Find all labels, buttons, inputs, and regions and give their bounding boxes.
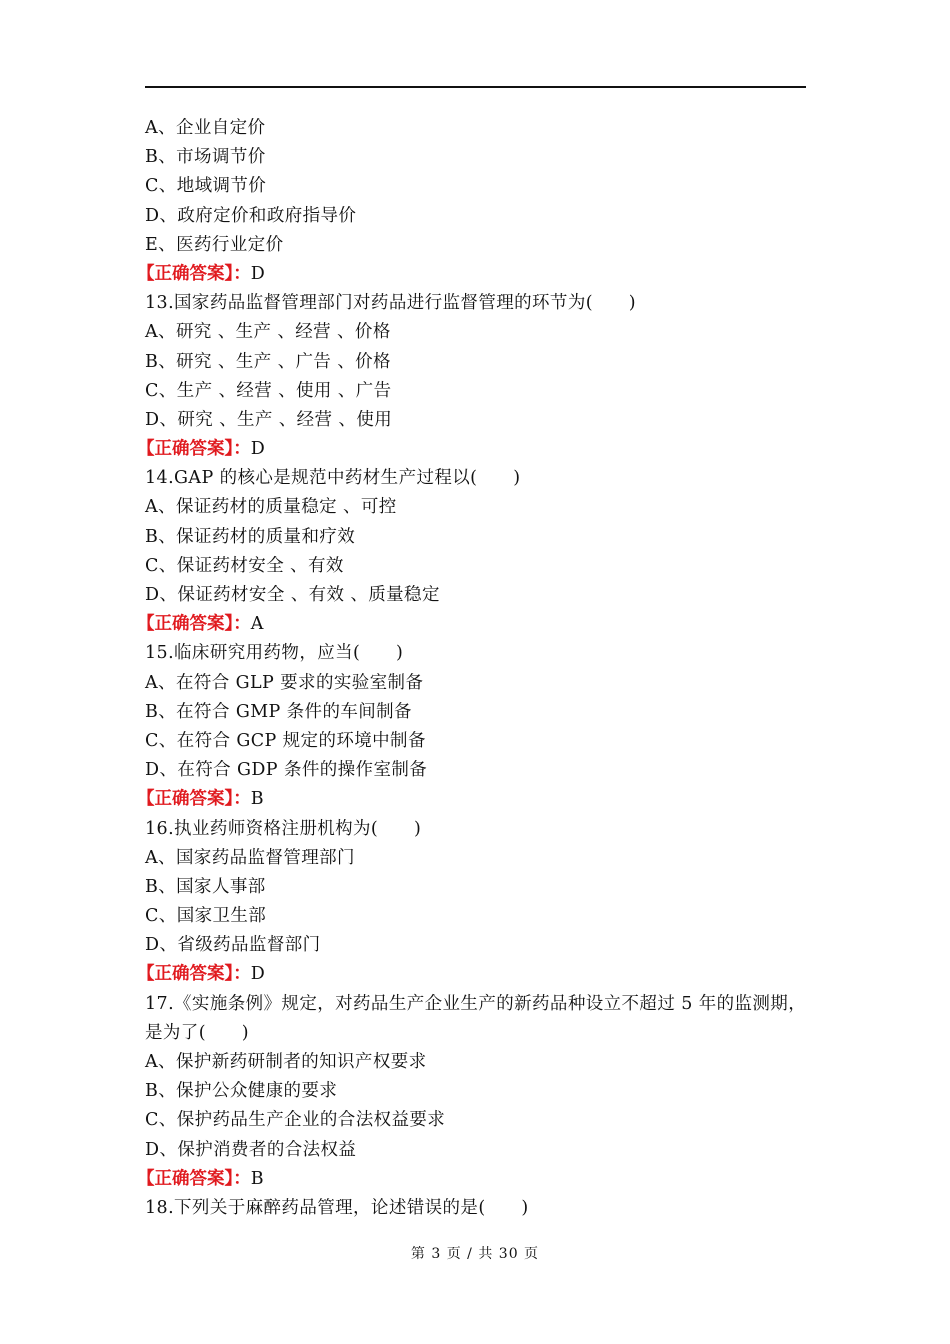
- answer-label: 【正确答案】：: [137, 1168, 251, 1189]
- option: B、研究 、生产 、广告 、价格: [145, 351, 391, 372]
- option: A、研究 、生产 、经营 、价格: [145, 322, 391, 343]
- option: D、省级药品监督部门: [145, 935, 321, 956]
- option: B、保证药材的质量和疗效: [145, 526, 356, 547]
- answer-line: [137, 960, 807, 989]
- answer-line: [137, 435, 807, 464]
- answer-label: 【正确答案】：: [137, 263, 251, 284]
- option: D、政府定价和政府指导价: [145, 205, 357, 226]
- answer-line: [137, 785, 807, 814]
- answer-value: D: [250, 263, 266, 284]
- question-text: 17.《实施条例》规定，对药品生产企业生产的新药品种设立不超过 5 年的监测期， 是为了( ): [145, 993, 813, 1043]
- answer-label: 【正确答案】：: [137, 614, 251, 635]
- page-footer: 第 3 页 / 共 30 页: [410, 1246, 540, 1262]
- answer-label: 【正确答案】：: [137, 789, 251, 810]
- option: C、生产 、经营 、使用 、广告: [145, 380, 392, 401]
- option: C、在符合 GCP 规定的环境中制备: [145, 730, 426, 751]
- option: E、医药行业定价: [145, 234, 284, 255]
- answer-value: A: [250, 614, 264, 635]
- option: A、在符合 GLP 要求的实验室制备: [145, 672, 424, 693]
- option: A、保证药材的质量稳定 、可控: [145, 497, 397, 518]
- question-list: [137, 114, 813, 1223]
- option: A、保护新药研制者的知识产权要求: [145, 1052, 427, 1073]
- option: B、市场调节价: [145, 147, 266, 168]
- option: A、企业自定价: [145, 118, 266, 138]
- option: C、保护药品生产企业的合法权益要求: [145, 1110, 446, 1131]
- question-text: 18.下列关于麻醉药品管理，论述错误的是( ): [145, 1197, 529, 1218]
- option: B、保护公众健康的要求: [145, 1081, 338, 1102]
- question-text: 14.GAP 的核心是规范中药材生产过程以( ): [145, 468, 521, 489]
- option: B、在符合 GMP 条件的车间制备: [145, 701, 412, 722]
- option: B、国家人事部: [145, 876, 266, 897]
- answer-value: D: [250, 964, 266, 985]
- option: C、国家卫生部: [145, 906, 267, 927]
- option: D、在符合 GDP 条件的操作室制备: [145, 760, 428, 781]
- answer-value: B: [250, 1168, 265, 1189]
- option: D、保护消费者的合法权益: [145, 1139, 357, 1160]
- option: D、研究 、生产 、经营 、使用: [145, 409, 393, 430]
- question-text: 16.执业药师资格注册机构为( ): [145, 818, 422, 839]
- answer-line: [137, 610, 807, 639]
- option: D、保证药材安全 、有效 、质量稳定: [145, 585, 440, 605]
- answer-value: D: [250, 439, 266, 460]
- option: C、保证药材安全 、有效: [145, 555, 344, 576]
- answer-label: 【正确答案】：: [137, 439, 251, 460]
- answer-line: [137, 1165, 807, 1194]
- option: C、地域调节价: [145, 176, 267, 197]
- header-rule: [145, 86, 806, 88]
- question-text: 15.临床研究用药物，应当( ): [145, 643, 404, 664]
- option: A、国家药品监督管理部门: [145, 847, 355, 868]
- question-text: 13.国家药品监督管理部门对药品进行监督管理的环节为( ): [145, 293, 636, 314]
- answer-value: B: [250, 789, 265, 810]
- answer-line: [137, 260, 807, 289]
- answer-label: 【正确答案】：: [137, 964, 251, 985]
